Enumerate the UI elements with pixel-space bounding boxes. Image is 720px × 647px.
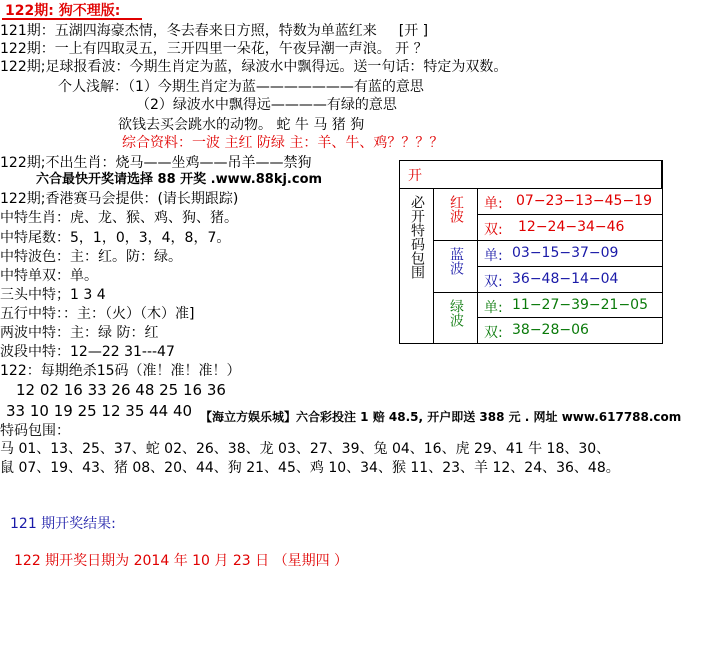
surround-row-2: 鼠 07、19、43、猪 08、20、44、狗 21、45、鸡 10、34、猴 11、23、羊 12、24、36、48。 bbox=[0, 460, 620, 476]
line-122-poem: 122期：一上有四取灵五，三开四里一朵花，午夜异潮一声浪。 开 ？ bbox=[0, 41, 428, 57]
red-odd-row: 单: 07−23−13−45−19 bbox=[478, 189, 662, 215]
ad-banner: 【海立方娱乐城】六合彩投注 1 赔 48.5, 开户即送 388 元 . 网址 www.617788.com bbox=[200, 410, 682, 424]
blue-even-row: 双: 36−48−14−04 bbox=[478, 267, 662, 293]
line-kill: 122：每期绝杀15码（准！准！准！） bbox=[0, 363, 241, 379]
group-red-label: 红波 bbox=[434, 189, 478, 241]
green-odd-row: 单: 11−27−39−21−05 bbox=[478, 293, 662, 318]
line-band: 波段中特：12—22 31---47 bbox=[0, 344, 175, 360]
promo-88kj: 六合最快开奖请选择 88 开奖 .www.88kj.com bbox=[36, 172, 323, 187]
kill-numbers-1: 12 02 16 33 26 48 25 16 36 bbox=[16, 381, 226, 399]
kill-numbers-2: 33 10 19 25 12 35 44 40 bbox=[6, 402, 193, 420]
title-underline bbox=[2, 18, 142, 20]
line-explain-1: 个人浅解：（1）今期生肖定为蓝———————有蓝的意思 bbox=[58, 79, 424, 95]
color-wave-table bbox=[399, 160, 663, 344]
line-tail: 中特尾数：5，1，0，3，4，8，7。 bbox=[0, 230, 231, 246]
line-football: 122期;足球报看波：今期生肖定为蓝，绿波水中飘得远。送一句话：特定为双数。 bbox=[0, 59, 508, 75]
line-odd-even: 中特单双：单。 bbox=[0, 268, 98, 284]
line-head: 三头中特；1 3 4 bbox=[0, 287, 106, 303]
green-even-row: 双: 38−28−06 bbox=[484, 322, 589, 341]
line-121-poem: 121期：五湖四海豪杰情，冬去春来日方照，特数为单蓝红来 [开 ] bbox=[0, 23, 429, 39]
draw-date: 122 期开奖日期为 2014 年 10 月 23 日 （星期四 ） bbox=[14, 553, 349, 569]
result-121: 121 期开奖结果: bbox=[10, 516, 116, 532]
line-jockey: 122期;香港赛马会提供：(请长期跟踪) bbox=[0, 191, 239, 207]
line-summary: 综合资料：一波 主红 防绿 主：羊、牛、鸡？？？？ bbox=[122, 135, 444, 151]
line-zodiac: 中特生肖：虎、龙、猴、鸡、狗、猪。 bbox=[0, 210, 238, 226]
surround-row-1: 马 01、13、25、37、蛇 02、26、38、龙 03、27、39、兔 04、16、虎 29、41 牛 18、30、 bbox=[0, 441, 611, 457]
line-element: 五行中特：：主：（火）（木）准] bbox=[0, 306, 195, 322]
red-even-row: 双: 12−24−34−46 bbox=[478, 215, 662, 241]
line-not-zodiac: 122期;不出生肖：烧马——坐鸡——吊羊——禁狗 bbox=[0, 155, 312, 171]
group-green-label: 绿波 bbox=[434, 293, 478, 343]
blue-odd-row: 单: 03−15−37−09 bbox=[478, 241, 662, 267]
line-color: 中特波色：主：红。防：绿。 bbox=[0, 249, 182, 265]
group-blue-label: 蓝波 bbox=[434, 241, 478, 293]
table-header: 开 bbox=[400, 161, 662, 189]
table-side-label: 必开特码包围 bbox=[400, 189, 434, 343]
line-explain-2: （2）绿波水中飘得远————有绿的意思 bbox=[136, 97, 397, 113]
line-two-wave: 两波中特：主：绿 防：红 bbox=[0, 325, 159, 341]
line-surround: 特码包围： bbox=[0, 423, 70, 439]
line-animals: 欲钱去买会跳水的动物。 蛇 牛 马 猪 狗 bbox=[118, 117, 365, 133]
page-title: 122期: 狗不理版: bbox=[5, 3, 121, 19]
box-open: [开 ] bbox=[398, 23, 429, 39]
